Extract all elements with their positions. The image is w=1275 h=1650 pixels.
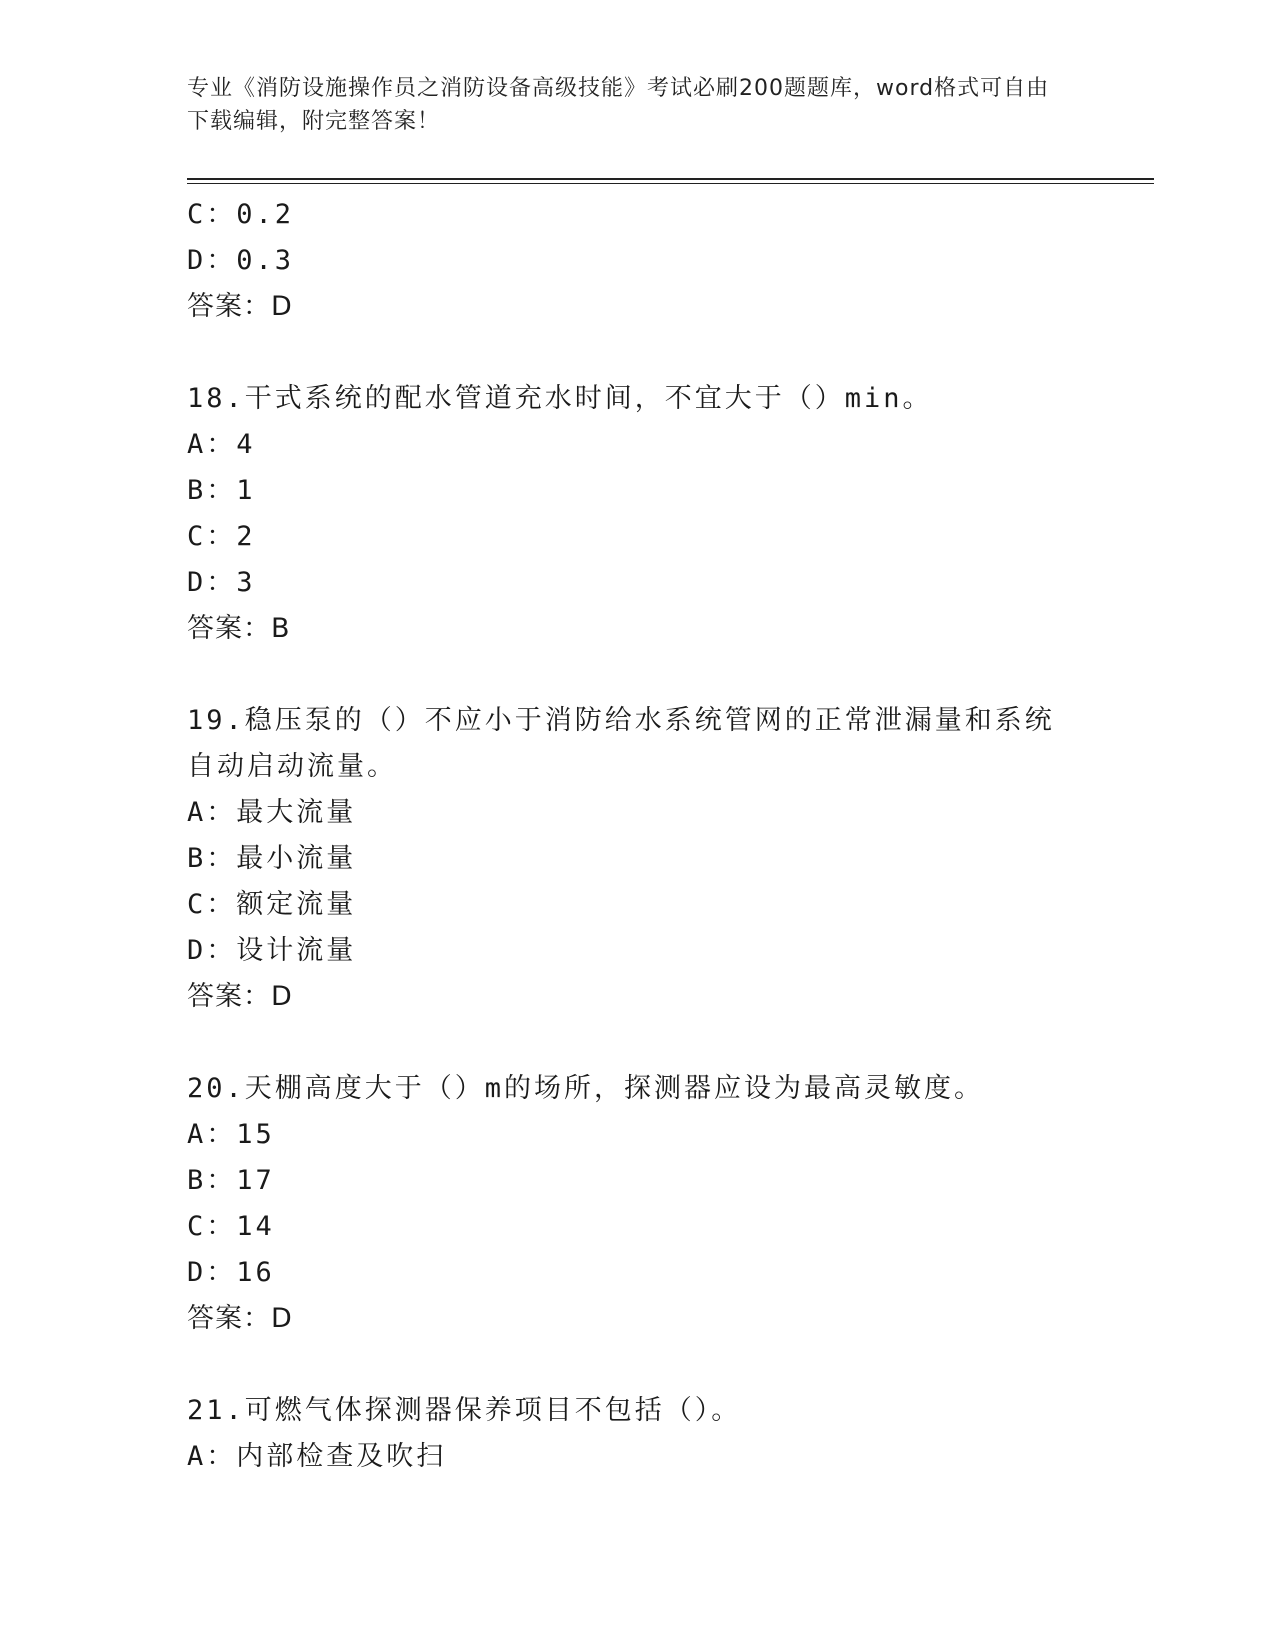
answer-line: 答案：D [187, 291, 293, 322]
option-a: A：最大流量 [187, 797, 357, 828]
question-list [187, 192, 1087, 1480]
option-d: D：3 [187, 567, 256, 598]
option-d: D：16 [187, 1257, 275, 1288]
answer-line: 答案：B [187, 613, 291, 644]
question-stem: 20.天棚高度大于（）m的场所，探测器应设为最高灵敏度。 [187, 1073, 985, 1104]
question-stem: 19.稳压泵的（）不应小于消防给水系统管网的正常泄漏量和系统自动启动流量。 [187, 705, 1055, 782]
option-c: C：2 [187, 521, 256, 552]
spacer [187, 1342, 1087, 1388]
question-stem: 21.可燃气体探测器保养项目不包括（）。 [187, 1395, 742, 1426]
option-b: B：1 [187, 475, 256, 506]
option-b: B：17 [187, 1165, 275, 1196]
question-20 [187, 1066, 1087, 1342]
spacer [187, 652, 1087, 698]
option-c: C：14 [187, 1211, 275, 1242]
option-c: C：额定流量 [187, 889, 357, 920]
option-b: B：最小流量 [187, 843, 357, 874]
option-a: A：4 [187, 429, 256, 460]
question-stem: 18.干式系统的配水管道充水时间，不宜大于（）min。 [187, 383, 933, 414]
option-c: C：0.2 [187, 199, 295, 230]
spacer [187, 330, 1087, 376]
question-17-continued [187, 192, 1087, 330]
answer-line: 答案：D [187, 981, 293, 1012]
option-a: A：内部检查及吹扫 [187, 1441, 447, 1472]
answer-line: 答案：D [187, 1303, 293, 1334]
option-a: A：15 [187, 1119, 275, 1150]
spacer [187, 1020, 1087, 1066]
option-d: D：设计流量 [187, 935, 357, 966]
document-header: 专业《消防设施操作员之消防设备高级技能》考试必刷200题题库，word格式可自由下载编辑，附完整答案！ [187, 76, 1050, 134]
question-18 [187, 376, 1087, 652]
question-19 [187, 698, 1087, 1020]
header-divider-thick [187, 178, 1154, 180]
question-21 [187, 1388, 1087, 1480]
header-divider-thin [187, 183, 1154, 184]
option-d: D：0.3 [187, 245, 295, 276]
